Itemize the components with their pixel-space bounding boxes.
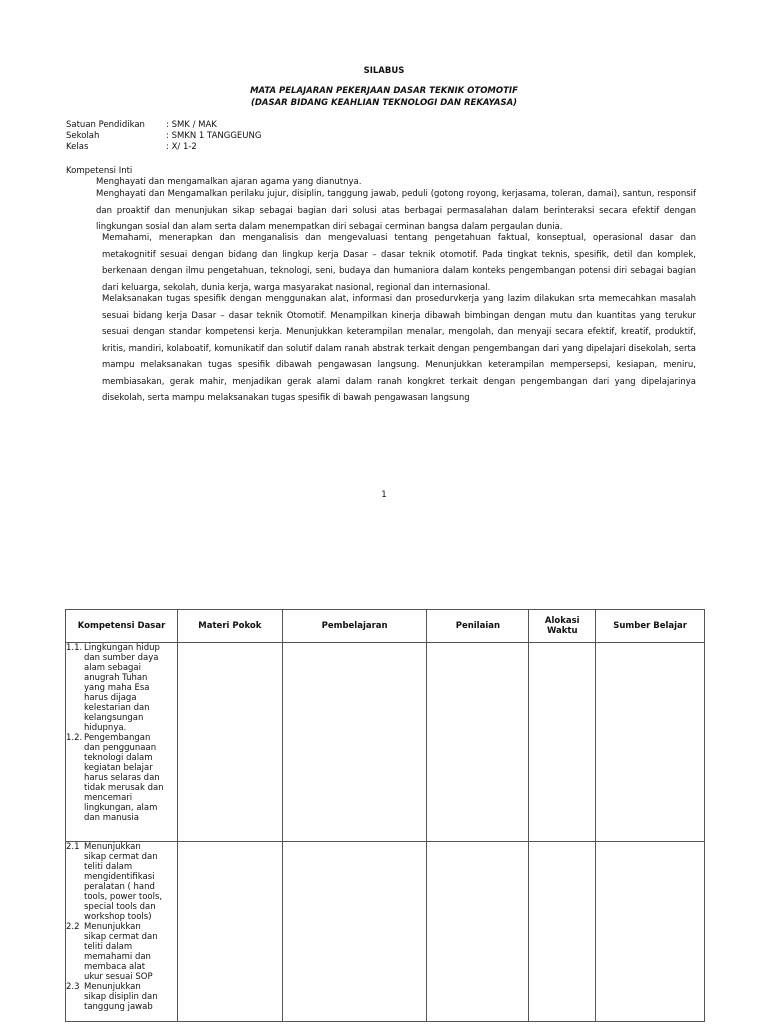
kd-number: 2.1 bbox=[66, 842, 80, 852]
kd-text: Lingkungan hidup dan sumber daya alam sebagai anugrah Tuhan yang maha Esa harus dijaga kelestarian dan kelangsungan hidupnya. bbox=[84, 643, 160, 733]
ki-paragraph-1: Menghayati dan mengamalkan ajaran agama yang dianutnya. bbox=[96, 177, 362, 187]
kompetensi-dasar-cell bbox=[66, 842, 178, 1022]
meta-label: Kelas bbox=[66, 142, 89, 152]
kd-text: Menunjukkan sikap cermat dan teliti dalam memahami dan membaca alat ukur sesuai SOP bbox=[84, 922, 158, 982]
meta-label: Sekolah bbox=[66, 131, 100, 141]
ki-paragraph-3: Memahami, menerapkan dan menganalisis dan mengevaluasi tentang pengetahuan faktual, konseptual, operasional dasar dan metakognitif sesuai dengan bidang dan lingkup kerja Dasar – dasar teknik otomotif. Pada tingkat teknis, spesifik, detil dan komplek, berkenaan dengan ilmu pengetahuan, teknologi, seni, budaya dan humaniora dalam konteks pengembangan potensi diri sebagai bagian dari keluarga, sekolah, dunia kerja, warga masyarakat nasional, regional dan internasional. bbox=[102, 233, 696, 293]
meta-row bbox=[66, 131, 261, 142]
column-header: Sumber Belajar bbox=[596, 610, 705, 643]
page-number: 1 bbox=[381, 490, 387, 500]
kd-item bbox=[66, 733, 177, 823]
table-cell bbox=[177, 643, 282, 842]
meta-value: : SMK / MAK bbox=[166, 120, 217, 130]
meta-row bbox=[66, 120, 261, 131]
kd-item bbox=[66, 842, 177, 922]
table-cell bbox=[529, 643, 596, 842]
meta-row bbox=[66, 142, 261, 153]
document-title: SILABUS bbox=[363, 66, 405, 76]
kd-number: 1.1. bbox=[66, 643, 83, 653]
table-row bbox=[66, 643, 705, 842]
document-subtitle: MATA PELAJARAN PEKERJAAN DASAR TEKNIK OTOMOTIF bbox=[250, 86, 518, 96]
column-header: Alokasi Waktu bbox=[529, 610, 596, 643]
ki-paragraph-4: Melaksanakan tugas spesifik dengan menggunakan alat, informasi dan prosedurvkerja yang lazim dilakukan srta memecahkan masalah sesuai bidang kerja Dasar – dasar teknik Otomotif. Menampilkan kinerja dibawah bimbingan dengan mutu dan kuantitas yang terukur sesuai dengan standar kompetensi kerja. Menunjukkan keterampilan menalar, mengolah, dan menyaji secara efektif, kreatif, produktif, kritis, mandiri, kolaboatif, komunikatif dan solutif dalam ranah abstrak terkait dengan pengembangan dari yang dipelajari disekolah, serta mampu melaksanakan tugas spesifik dibawah pengawasan langsung. Menunjukkan keterampilan mempersepsi, kesiapan, meniru, membiasakan, gerak mahir, menjadikan gerak alami dalam ranah kongkret terkait dengan pengembangan dari yang dipelajarinya disekolah, serta mampu melaksanakan tugas spesifik di bawah pengawasan langsung bbox=[102, 294, 696, 403]
kd-number: 2.3 bbox=[66, 982, 80, 992]
kd-number: 2.2 bbox=[66, 922, 80, 932]
kompetensi-dasar-cell bbox=[66, 643, 178, 842]
table-row bbox=[66, 842, 705, 1022]
table-cell bbox=[177, 842, 282, 1022]
table-cell bbox=[596, 643, 705, 842]
table-header-row bbox=[66, 610, 705, 643]
table-cell bbox=[282, 842, 427, 1022]
school-info bbox=[66, 120, 261, 153]
kd-item bbox=[66, 643, 177, 733]
table-cell bbox=[427, 842, 529, 1022]
column-header: Pembelajaran bbox=[282, 610, 427, 643]
kompetensi-inti-heading: Kompetensi Inti bbox=[66, 166, 133, 176]
kd-item bbox=[66, 982, 177, 1012]
column-header: Penilaian bbox=[427, 610, 529, 643]
column-header: Materi Pokok bbox=[177, 610, 282, 643]
kd-text: Menunjukkan sikap cermat dan teliti dalam mengidentifikasi peralatan ( hand tools, power tools, special tools dan workshop tools) bbox=[84, 842, 163, 922]
table-cell bbox=[529, 842, 596, 1022]
document-subtitle-2: (DASAR BIDANG KEAHLIAN TEKNOLOGI DAN REKAYASA) bbox=[250, 98, 518, 108]
column-header: Kompetensi Dasar bbox=[66, 610, 178, 643]
meta-label: Satuan Pendidikan bbox=[66, 120, 145, 130]
table-cell bbox=[596, 842, 705, 1022]
meta-value: : X/ 1-2 bbox=[166, 142, 197, 152]
meta-value: : SMKN 1 TANGGEUNG bbox=[166, 131, 262, 141]
kd-item bbox=[66, 922, 177, 982]
kd-text: Pengembangan dan penggunaan teknologi dalam kegiatan belajar harus selaras dan tidak merusak dan mencemari lingkungan, alam dan manusia bbox=[84, 733, 164, 823]
kd-number: 1.2. bbox=[66, 733, 83, 743]
syllabus-table bbox=[65, 609, 705, 1022]
table-cell bbox=[427, 643, 529, 842]
table-cell bbox=[282, 643, 427, 842]
ki-paragraph-2: Menghayati dan Mengamalkan perilaku jujur, disiplin, tanggung jawab, peduli (gotong royong, kerjasama, toleran, damai), santun, responsif dan proaktif dan menunjukan sikap sebagai bagian dari solusi atas berbagai permasalahan dalam berinteraksi secara efektif dengan lingkungan sosial dan alam serta dalam menempatkan diri sebagai cerminan bangsa dalam pergaulan dunia. bbox=[96, 189, 696, 232]
kd-text: Menunjukkan sikap disiplin dan tanggung jawab bbox=[84, 982, 158, 1012]
